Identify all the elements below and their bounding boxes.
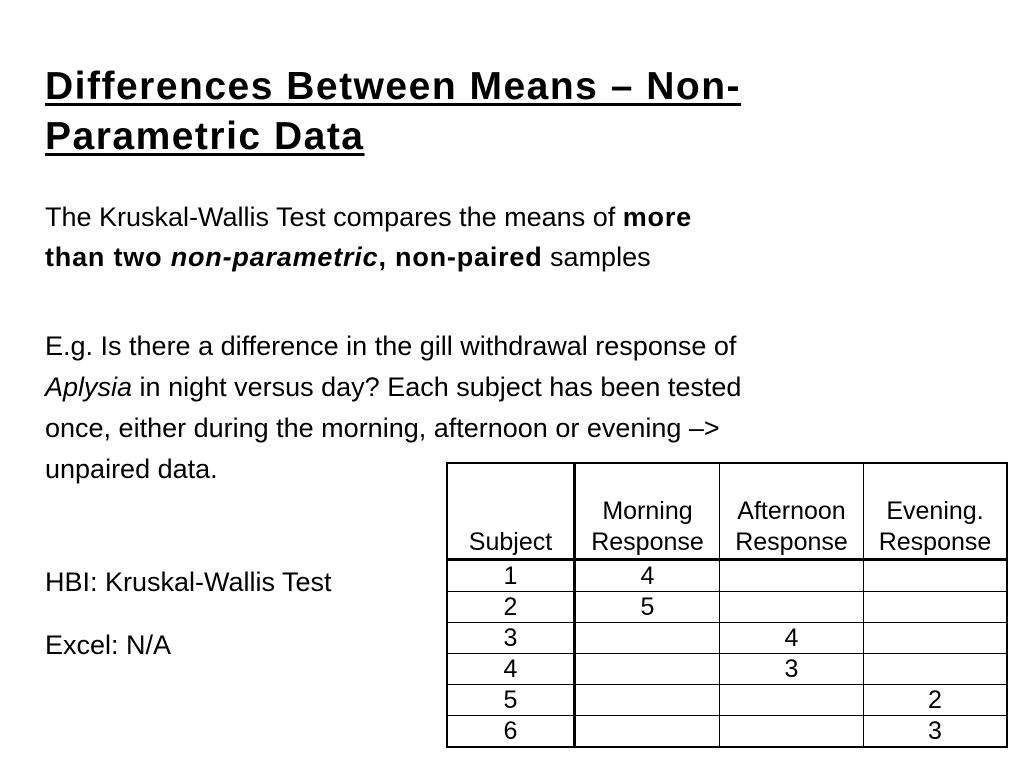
table-cell <box>864 654 1008 685</box>
table-cell: 5 <box>575 592 720 623</box>
table-row <box>447 654 1007 685</box>
table-cell: 3 <box>720 654 864 685</box>
table-cell <box>720 685 864 716</box>
table-cell <box>864 560 1008 592</box>
intro-paragraph <box>45 197 945 277</box>
intro-bold-than-two: than two <box>45 242 171 272</box>
example-aplysia: Aplysia <box>45 372 133 402</box>
table-row <box>447 560 1007 592</box>
table-cell: 1 <box>447 560 575 592</box>
table-cell: 2 <box>864 685 1008 716</box>
table-header-row <box>447 463 1007 560</box>
intro-text-1: The Kruskal-Wallis Test compares the means of <box>45 202 623 232</box>
table-cell: 4 <box>447 654 575 685</box>
table-cell <box>720 560 864 592</box>
table-cell <box>720 592 864 623</box>
example-line-2-rest: in night versus day? Each subject has been tested <box>132 372 742 402</box>
hbi-label: HBI: Kruskal-Wallis Test <box>45 567 332 597</box>
table-cell <box>575 685 720 716</box>
excel-label: Excel: N/A <box>45 630 172 660</box>
title-line-1: Differences Between Means – Non- <box>45 65 742 108</box>
intro-bold-more: more <box>622 202 692 232</box>
table-cell: 5 <box>447 685 575 716</box>
slide-title <box>45 62 945 162</box>
header-evening: Evening. Response <box>864 463 1008 560</box>
intro-text-2: samples <box>542 242 651 272</box>
table-cell <box>864 592 1008 623</box>
header-morning: Morning Response <box>575 463 720 560</box>
table-row <box>447 592 1007 623</box>
table-row <box>447 716 1007 748</box>
table-cell <box>575 654 720 685</box>
table-cell <box>864 623 1008 654</box>
table-cell: 3 <box>864 716 1008 748</box>
example-line-1: E.g. Is there a difference in the gill withdrawal response of <box>45 331 737 361</box>
table-cell <box>720 716 864 748</box>
table-row <box>447 685 1007 716</box>
table-cell: 4 <box>575 560 720 592</box>
intro-bold-italic-non-parametric: non-parametric <box>170 242 379 272</box>
table-cell <box>575 623 720 654</box>
example-line-4: unpaired data. <box>45 454 218 484</box>
example-line-2 <box>45 367 965 408</box>
table-cell: 3 <box>447 623 575 654</box>
title-line-2: Parametric Data <box>45 115 365 158</box>
table-cell: 2 <box>447 592 575 623</box>
example-line-3: once, either during the morning, afternoon or evening –> <box>45 413 720 443</box>
table-cell: 4 <box>720 623 864 654</box>
header-afternoon: Afternoon Response <box>720 463 864 560</box>
intro-bold-non-paired: , non-paired <box>378 242 543 272</box>
data-table <box>446 462 1008 748</box>
header-subject: Subject <box>447 463 575 560</box>
table-cell <box>575 716 720 748</box>
table-row <box>447 623 1007 654</box>
table-cell: 6 <box>447 716 575 748</box>
